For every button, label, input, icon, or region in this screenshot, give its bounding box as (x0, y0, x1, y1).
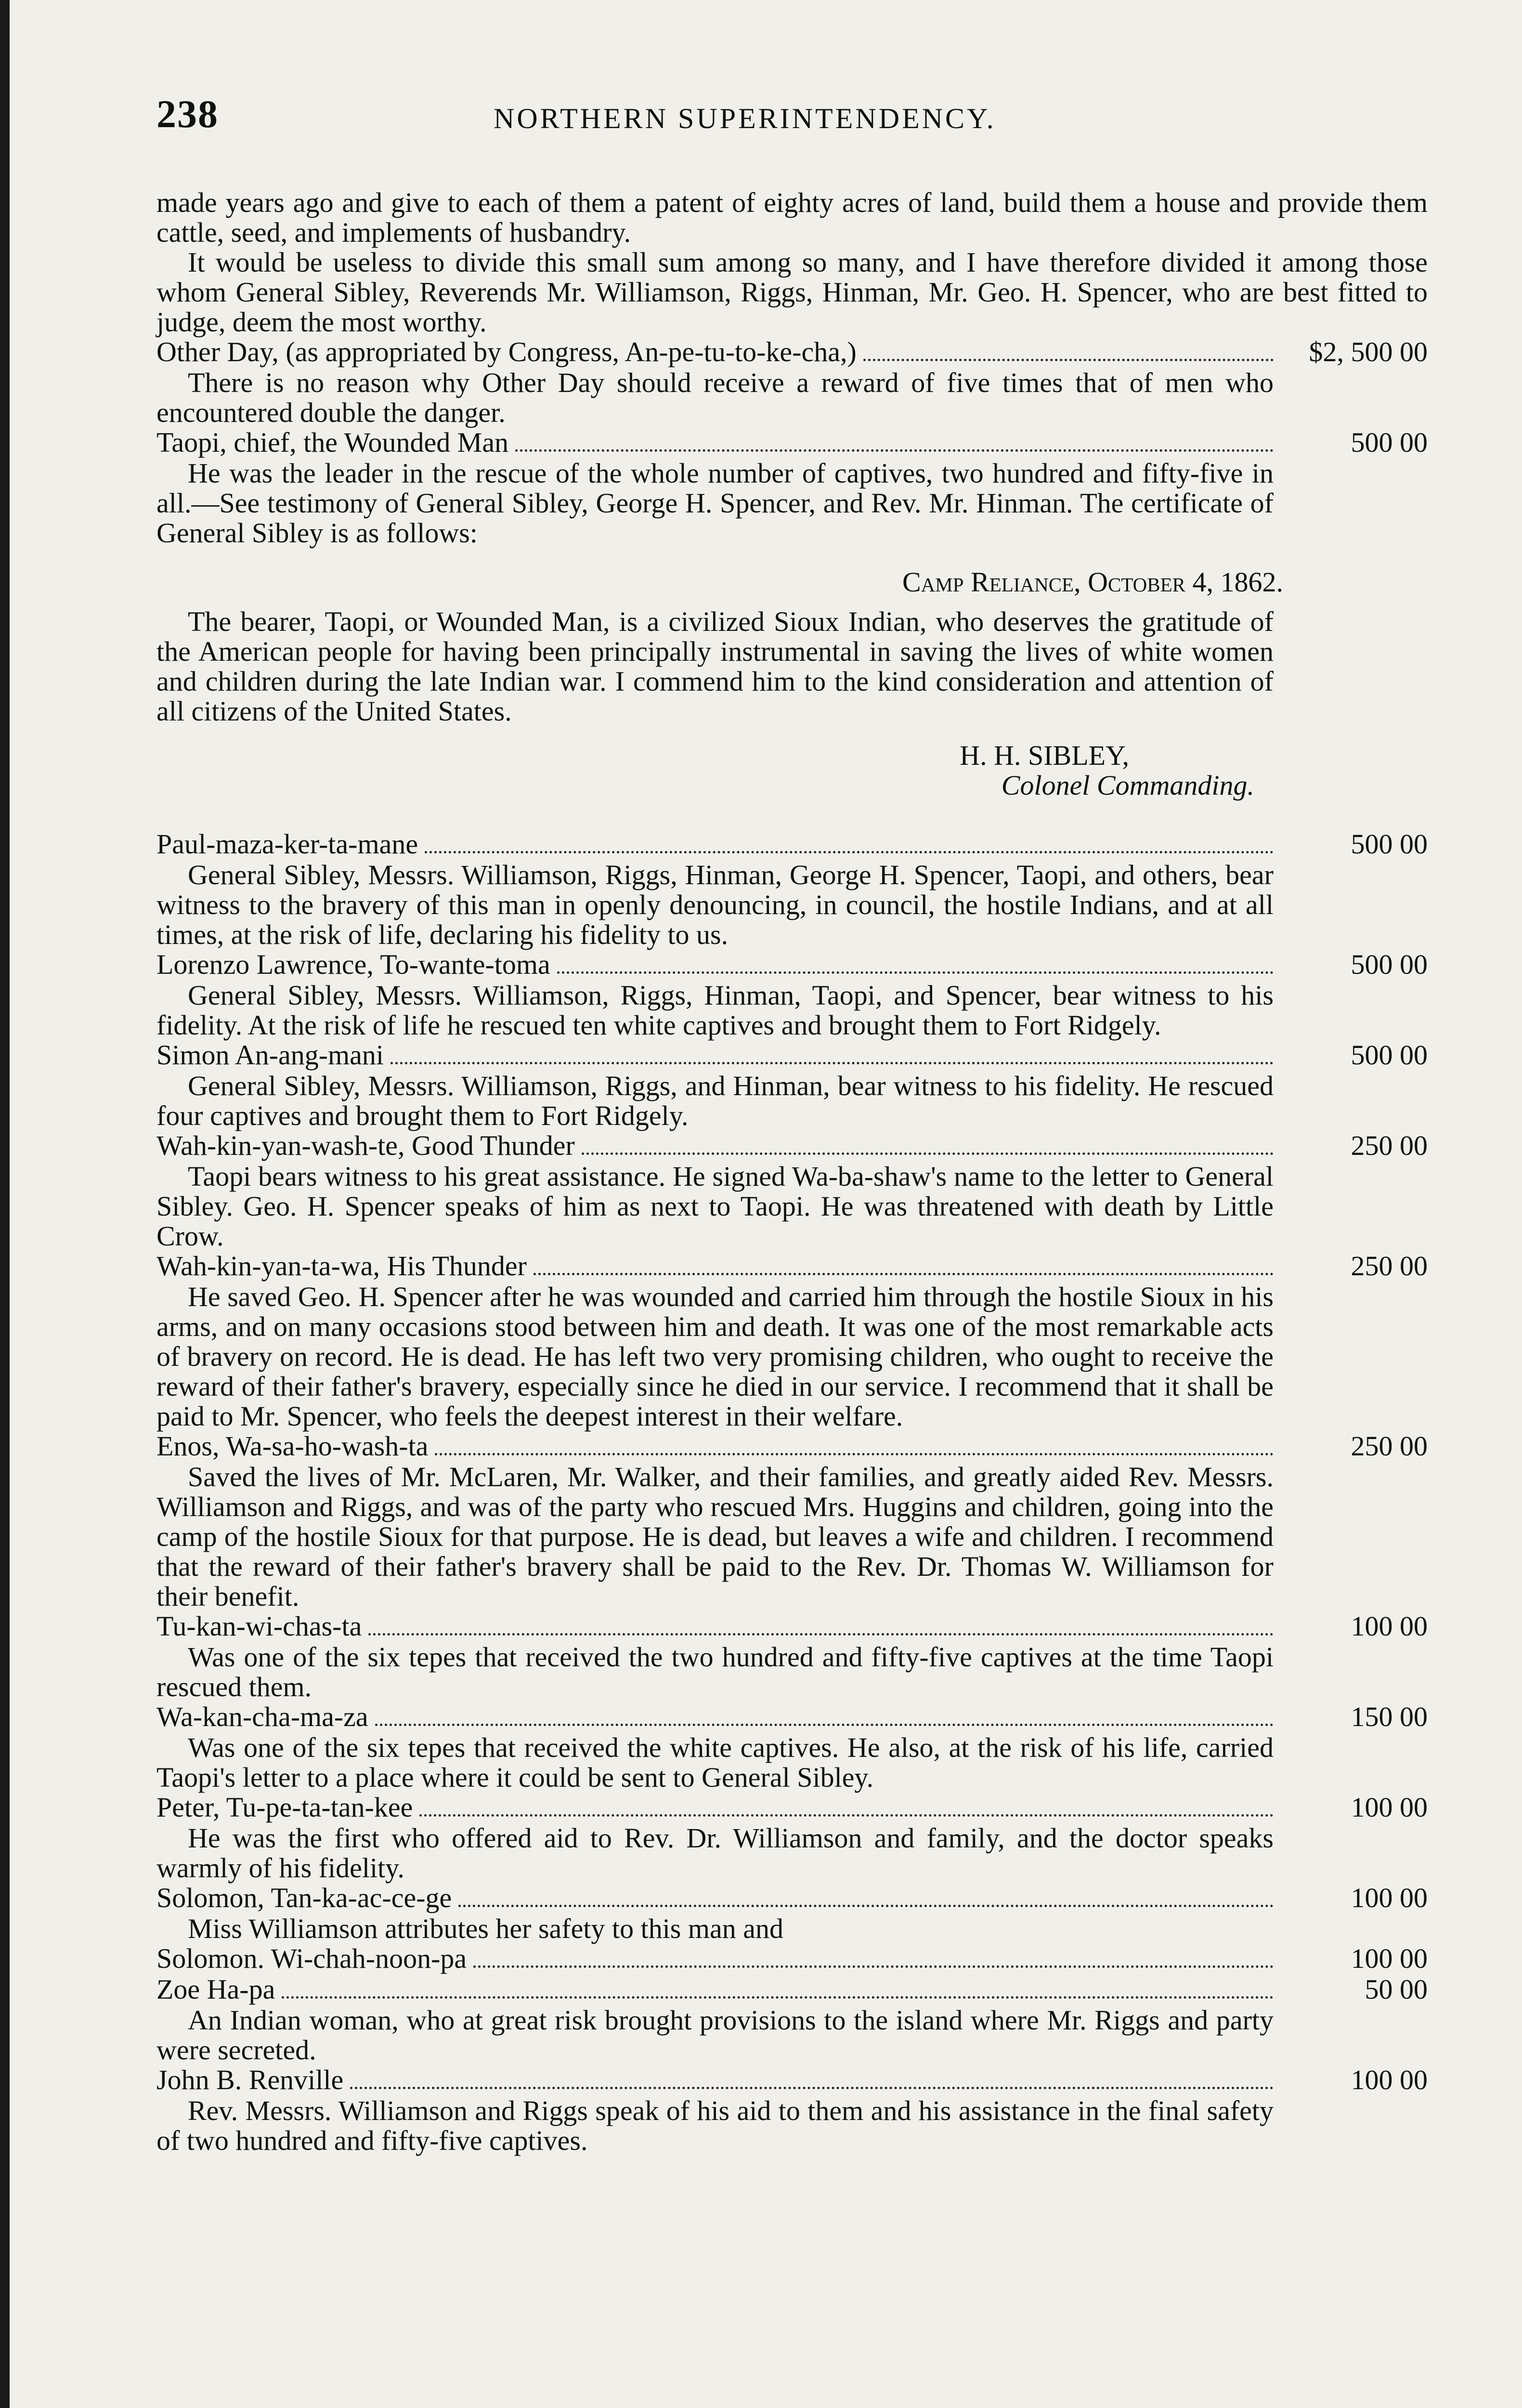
entry-name: Taopi, chief, the Wounded Man (156, 427, 509, 458)
dot-leader (425, 851, 1274, 853)
dot-leader (350, 2087, 1274, 2089)
entry-row (156, 1793, 1428, 1823)
entry-amount: 500 00 (1351, 1039, 1428, 1071)
entry-amount: 250 00 (1351, 1430, 1428, 1462)
entry-note: General Sibley, Messrs. Williamson, Riggs, Hinman, Taopi, and Spencer, bear witness to his fidelity. At the risk of life he rescued ten white captives and brought them to Fort Ridgely. (156, 980, 1274, 1041)
dot-leader (557, 971, 1274, 974)
entry-note: Taopi bears witness to his great assistance. He signed Wa-ba-shaw's name to the letter to General Sibley. Geo. H. Spencer speaks of him as next to Taopi. He was threatened with death by Little Crow. (156, 1161, 1274, 1252)
entry-row (156, 1251, 1428, 1282)
entry-row (156, 1611, 1428, 1642)
entry-amount: 250 00 (1351, 1130, 1428, 1161)
entry-row (156, 2065, 1428, 2096)
dot-leader (368, 1633, 1274, 1636)
entry-name: Other Day, (as appropriated by Congress, An-pe-tu-to-ke-cha,) (156, 336, 857, 367)
dot-leader (458, 1905, 1274, 1907)
dot-leader (582, 1152, 1274, 1155)
entry-name: Solomon, Tan-ka-ac-ce-ge (156, 1882, 452, 1913)
reward-entries (156, 829, 1428, 2156)
entry-note: There is no reason why Other Day should receive a reward of five times that of men who encountered double the danger. (156, 367, 1274, 428)
page-header (156, 92, 1428, 135)
entry-amount: 150 00 (1351, 1701, 1428, 1732)
entry-note: Rev. Messrs. Williamson and Riggs speak of his aid to them and his assistance in the final safety of two hundred and fifty-five captives. (156, 2095, 1274, 2156)
entry-note: General Sibley, Messrs. Williamson, Riggs, and Hinman, bear witness to his fidelity. He rescued four captives and brought them to Fort Ridgely. (156, 1070, 1274, 1131)
dot-leader (435, 1453, 1274, 1455)
continuation-paragraph: made years ago and give to each of them a patent of eighty acres of land, build them a house and provide them cattle, seed, and implements of husbandry. (156, 187, 1428, 248)
dot-leader (863, 359, 1274, 361)
entry-name: Solomon. Wi-chah-noon-pa (156, 1943, 467, 1974)
entry-name: Wah-kin-yan-ta-wa, His Thunder (156, 1250, 527, 1282)
entry-row (156, 1702, 1428, 1733)
entry-note: An Indian woman, who at great risk brought provisions to the island where Mr. Riggs and party were secreted. (156, 2004, 1274, 2066)
entry-note: Saved the lives of Mr. McLaren, Mr. Walker, and their families, and greatly aided Rev. Messrs. Williamson and Riggs, and was of the party who rescued Mrs. Huggins and children, going into the camp of the hostile Sioux for that purpose. He is dead, but leaves a wife and children. I recommend that the reward of their father's bravery shall be paid to the Rev. Dr. Thomas W. Williamson for their benefit. (156, 1461, 1274, 1612)
entry-note: Was one of the six tepes that received the two hundred and fifty-five captives at the time Taopi rescued them. (156, 1641, 1274, 1702)
entry-name: Enos, Wa-sa-ho-wash-ta (156, 1430, 429, 1462)
dot-leader (419, 1814, 1274, 1817)
entry-amount: 500 00 (1351, 949, 1428, 980)
entry-note: He was the first who offered aid to Rev. Dr. Williamson and family, and the doctor speaks warmly of his fidelity. (156, 1822, 1274, 1884)
entry-name: Simon An-ang-mani (156, 1039, 384, 1071)
entry-amount: 50 00 (1365, 1974, 1428, 2005)
entry-amount: 250 00 (1351, 1250, 1428, 1282)
entry-taopi (156, 428, 1428, 458)
entry-note: Miss Williamson attributes her safety to this man and (188, 1913, 783, 1944)
entry-amount: 100 00 (1351, 2064, 1428, 2095)
entry-amount: 500 00 (1351, 427, 1428, 458)
entry-note: General Sibley, Messrs. Williamson, Riggs, Hinman, George H. Spencer, Taopi, and others, bear witness to the bravery of this man in openly denouncing, in council, the hostile Indians, and at all times, at the risk of life, declaring his fidelity to us. (156, 859, 1274, 950)
entry-name: Lorenzo Lawrence, To-wante-toma (156, 949, 550, 980)
entry-name: Zoe Ha-pa (156, 1974, 275, 2005)
entry-amount: 100 00 (1351, 1792, 1428, 1823)
entry-row (156, 1131, 1428, 1162)
entry-name: John B. Renville (156, 2064, 344, 2095)
entry-row (156, 829, 1428, 860)
certificate-place-date: Camp Reliance, October 4, 1862. (902, 566, 1283, 598)
dot-leader (473, 1965, 1274, 1968)
dot-leader (375, 1724, 1274, 1726)
entry-row (156, 1040, 1428, 1071)
entry-row (156, 1975, 1428, 2005)
entry-amount: $2, 500 00 (1309, 336, 1428, 367)
entry-row (156, 1944, 1428, 1975)
entry-row (156, 1883, 1428, 1914)
entry-name: Peter, Tu-pe-ta-tan-kee (156, 1792, 413, 1823)
page-number: 238 (156, 92, 219, 136)
intro-paragraph: It would be useless to divide this small sum among so many, and I have therefore divided it among those whom General Sibley, Reverends Mr. Williamson, Riggs, Hinman, Mr. Geo. H. Spencer, who are best fitted to judge, deem the most worthy. (156, 247, 1428, 338)
entry-note: He saved Geo. H. Spencer after he was wounded and carried him through the hostile Sioux in his arms, and on many occasions stood between him and death. It was one of the most remarkable acts of bravery on record. He is dead. He has left two very promising children, who ought to receive the reward of their father's bravery, especially since he died in our service. I recommend that it shall be paid to Mr. Spencer, who feels the deepest interest in their welfare. (156, 1281, 1274, 1432)
entry-amount: 100 00 (1351, 1882, 1428, 1913)
entry-row (156, 950, 1428, 981)
entry-note: He was the leader in the rescue of the whole number of captives, two hundred and fifty-five in all.—See testimony of General Sibley, George H. Spencer, and Rev. Mr. Hinman. The certificate of General Sibley is as follows: (156, 458, 1274, 549)
entry-row (156, 1431, 1428, 1462)
certificate-signer: H. H. SIBLEY, (960, 740, 1129, 771)
dot-leader (390, 1062, 1274, 1064)
dot-leader (282, 1996, 1274, 1999)
scan-edge-left (0, 0, 10, 2408)
page-body (156, 188, 1428, 2156)
dot-leader (533, 1273, 1274, 1275)
entry-note: Was one of the six tepes that received the white captives. He also, at the risk of his life, carried Taopi's letter to a place where it could be sent to General Sibley. (156, 1732, 1274, 1793)
entry-other-day (156, 337, 1428, 368)
certificate-text: The bearer, Taopi, or Wounded Man, is a civilized Sioux Indian, who deserves the gratitude of the American people for having been principally instrumental in saving the lives of white women and children during the late Indian war. I commend him to the kind consideration and attention of all citizens of the United States. (156, 606, 1274, 727)
running-head: NORTHERN SUPERINTENDENCY. (494, 103, 996, 134)
entry-amount: 100 00 (1351, 1943, 1428, 1974)
entry-amount: 100 00 (1351, 1610, 1428, 1642)
entry-name: Wa-kan-cha-ma-za (156, 1701, 368, 1732)
entry-name: Paul-maza-ker-ta-mane (156, 828, 418, 860)
certificate-signer-title: Colonel Commanding. (1001, 770, 1254, 801)
entry-name: Wah-kin-yan-wash-te, Good Thunder (156, 1130, 575, 1161)
entry-name: Tu-kan-wi-chas-ta (156, 1610, 362, 1642)
dot-leader (515, 449, 1274, 452)
entry-amount: 500 00 (1351, 828, 1428, 860)
